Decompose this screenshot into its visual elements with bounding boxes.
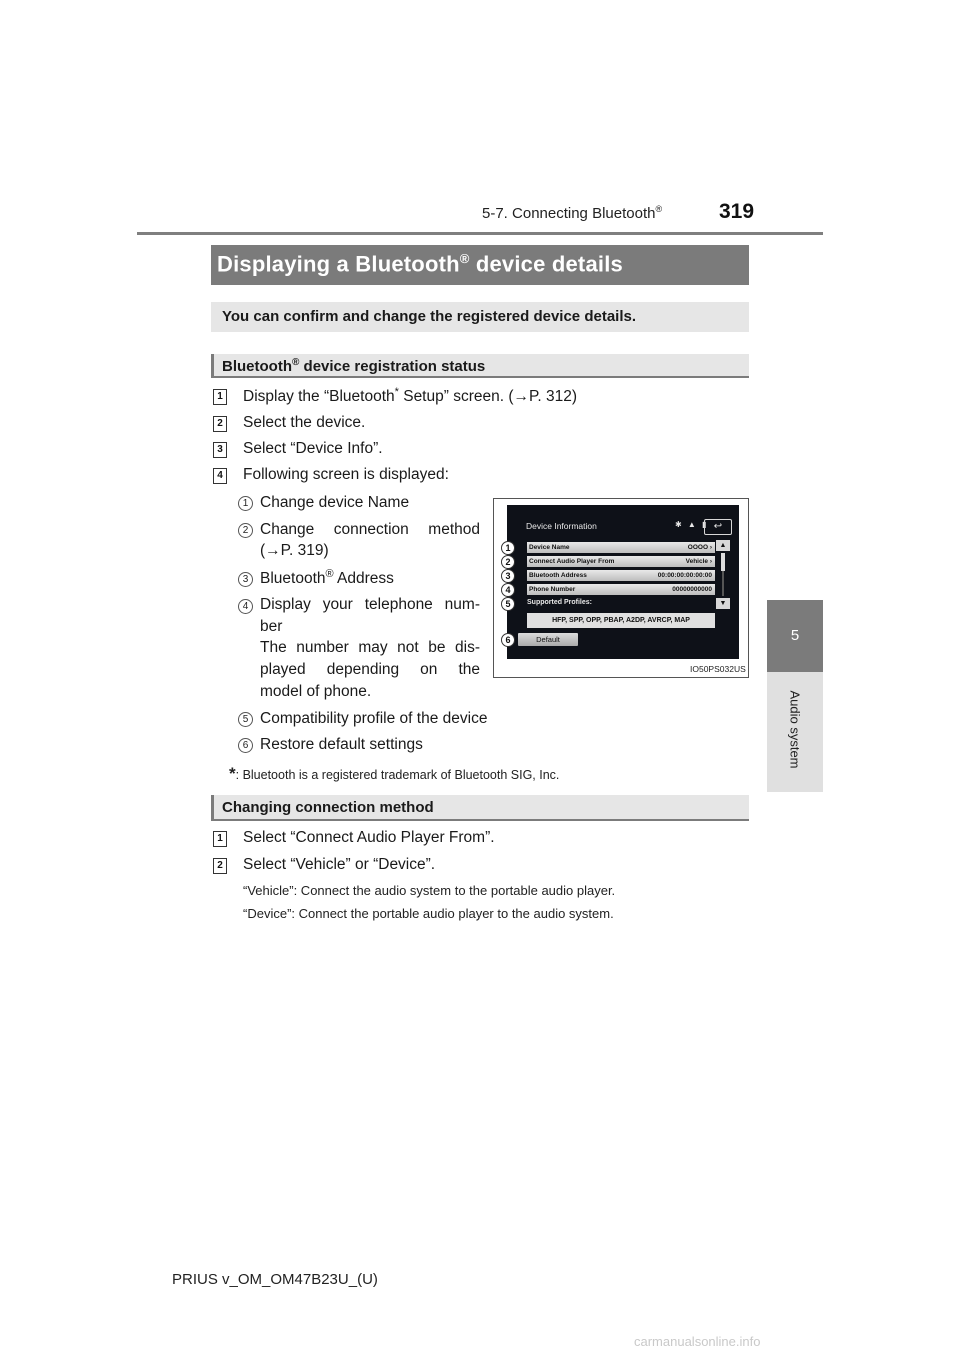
row-value: Vehicle ›	[685, 558, 712, 565]
item-text: The number may not be dis-	[260, 639, 480, 656]
chapter-tab: 5	[767, 600, 823, 672]
supported-profiles: HFP, SPP, OPP, PBAP, A2DP, AVRCP, MAP	[527, 613, 715, 628]
item-text: Bluetooth® Address	[260, 568, 394, 588]
item-text: Change device Name	[260, 494, 410, 511]
figure-callout: 5	[501, 597, 515, 611]
profiles-label: Supported Profiles:	[527, 599, 592, 606]
footnote: *: Bluetooth is a registered trademark of Bluetooth SIG, Inc.	[229, 764, 560, 783]
item-text: Display your telephone num-	[260, 596, 480, 613]
step-text: Select “Connect Audio Player From”.	[243, 829, 495, 846]
row-label: Device Name	[529, 544, 570, 551]
device-name-row[interactable]	[527, 542, 715, 553]
figure-callout: 2	[501, 555, 515, 569]
item-number: 3	[238, 572, 253, 587]
phone-number-row	[527, 584, 715, 595]
step-number: 2	[213, 416, 227, 432]
note-text: “Vehicle”: Connect the audio system to the portable audio player.	[243, 883, 616, 898]
item-text: Restore default settings	[260, 736, 423, 753]
scroll-down-icon[interactable]: ▼	[716, 598, 730, 609]
header-rule	[137, 232, 823, 235]
figure-callout: 3	[501, 569, 515, 583]
item-number: 6	[238, 738, 253, 753]
step-number: 2	[213, 858, 227, 874]
item-text: model of phone.	[260, 683, 372, 700]
page-number: 319	[719, 200, 755, 223]
row-value: 00:00:00:00:00:00	[657, 572, 712, 579]
item-text: played depending on the	[260, 661, 480, 678]
item-number: 2	[238, 523, 253, 538]
note-text: “Device”: Connect the portable audio player to the audio system.	[243, 906, 614, 921]
status-icons: ✱ ▲ ▮	[675, 520, 709, 529]
item-text: (→P. 319)	[260, 542, 329, 559]
row-value: 00000000000	[672, 586, 712, 593]
figure-callout: 1	[501, 541, 515, 555]
row-label: Bluetooth Address	[529, 572, 587, 579]
connection-heading: Changing connection method	[222, 799, 434, 816]
document-code: PRIUS v_OM_OM47B23U_(U)	[172, 1271, 378, 1288]
item-number: 1	[238, 496, 253, 511]
step-number: 1	[213, 389, 227, 405]
step-text: Following screen is displayed:	[243, 466, 449, 483]
row-value: OOOO ›	[687, 544, 712, 551]
section-header: 5-7. Connecting Bluetooth®	[482, 204, 663, 222]
intro-text: You can confirm and change the registered device details.	[222, 308, 637, 325]
figure-code: IO50PS032US	[690, 664, 746, 674]
chapter-title: Audio system	[787, 690, 803, 769]
connect-audio-player-row[interactable]	[527, 556, 715, 567]
back-icon[interactable]: ↩	[704, 519, 732, 535]
step-text: Display the “Bluetooth* Setup” screen. (→P. 312)	[243, 386, 577, 406]
step-number: 1	[213, 831, 227, 847]
page-title: Displaying a Bluetooth® device details	[217, 251, 623, 277]
row-label: Phone Number	[529, 586, 576, 593]
figure-callout: 6	[501, 633, 515, 647]
step-text: Select “Vehicle” or “Device”.	[243, 856, 436, 873]
item-text: ber	[260, 618, 283, 635]
registration-heading: Bluetooth® device registration status	[222, 357, 486, 375]
default-button[interactable]: Default	[518, 633, 578, 646]
scroll-up-icon[interactable]: ▲	[716, 540, 730, 551]
screen-title: Device Information	[526, 521, 597, 531]
watermark: carmanualsonline.info	[634, 1334, 761, 1349]
step-number: 4	[213, 468, 227, 484]
item-text: Compatibility profile of the device	[260, 710, 488, 727]
item-number: 4	[238, 599, 253, 614]
row-label: Connect Audio Player From	[529, 558, 615, 565]
step-text: Select the device.	[243, 414, 366, 431]
step-text: Select “Device Info”.	[243, 440, 383, 457]
bluetooth-address-row	[527, 570, 715, 581]
scrollbar-thumb[interactable]	[721, 553, 725, 571]
figure-callout: 4	[501, 583, 515, 597]
item-text: Change connection method	[260, 521, 480, 538]
item-number: 5	[238, 712, 253, 727]
step-number: 3	[213, 442, 227, 458]
